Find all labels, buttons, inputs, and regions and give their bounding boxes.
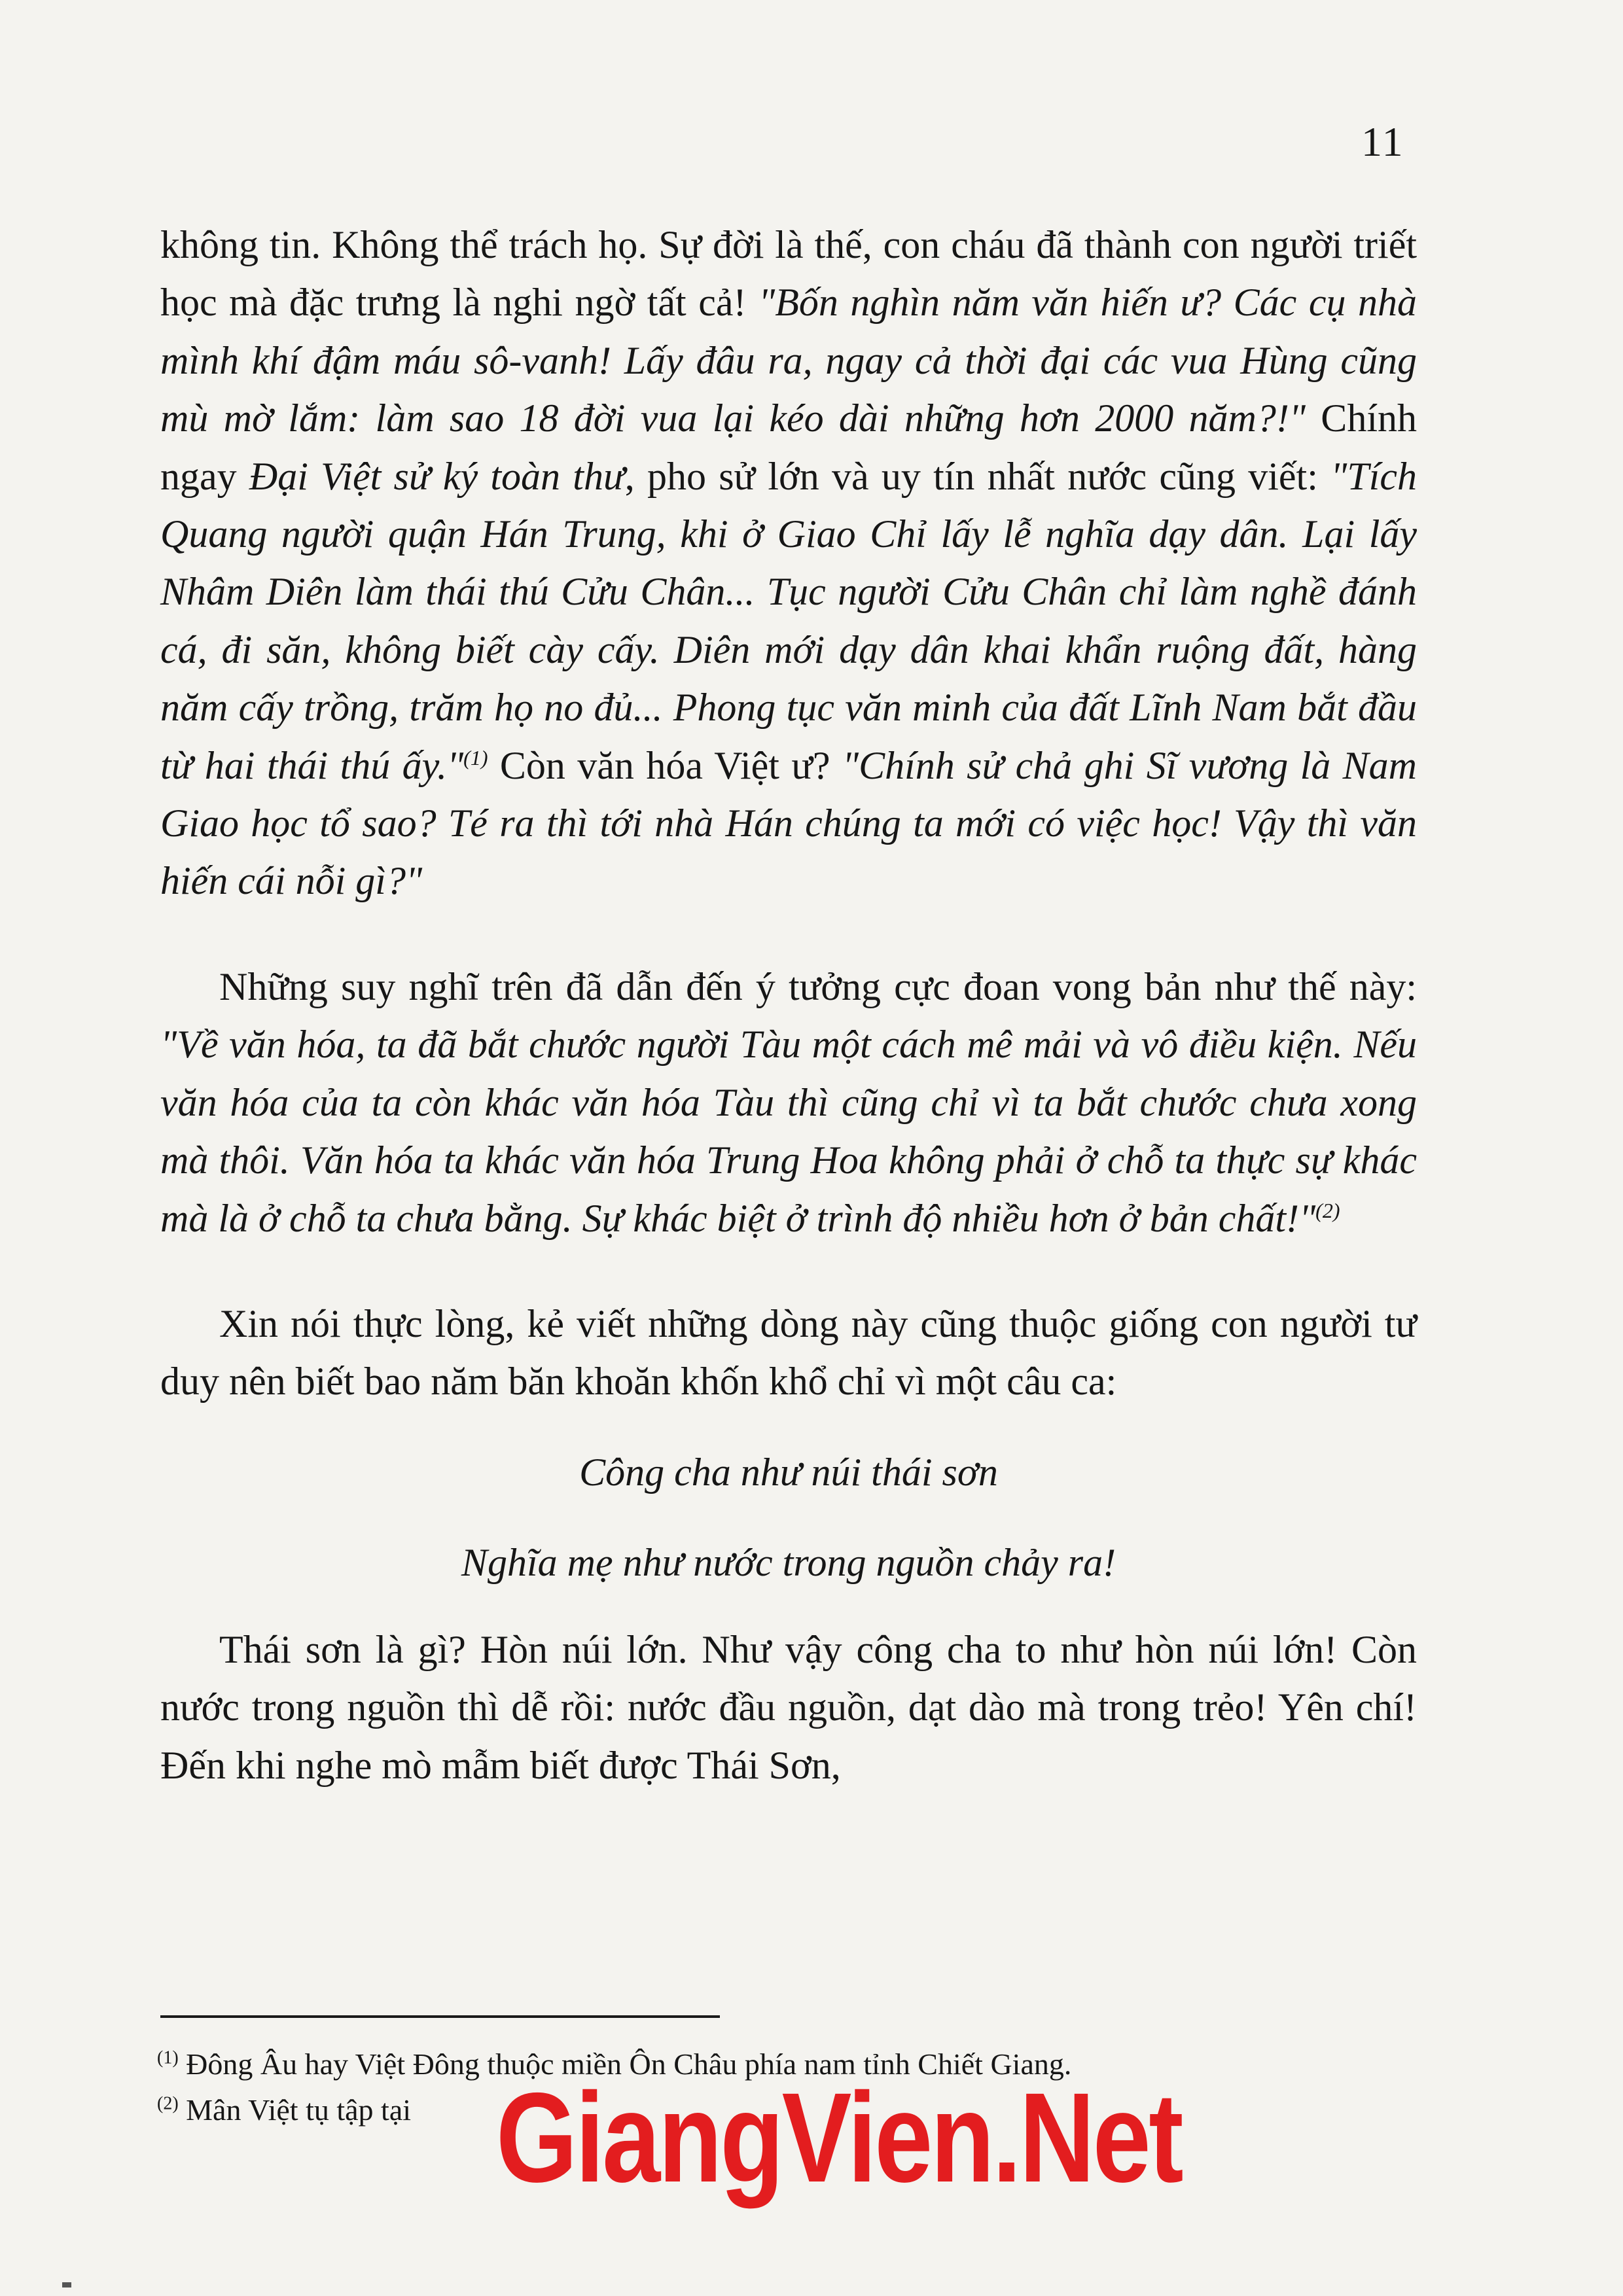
- text-run: Những suy nghĩ trên đã dẫn đến ý tưởng cực đoan vong bản như thế này:: [219, 964, 1417, 1008]
- quoted-text: "Tích Quang người quận Hán Trung, khi ở Giao Chỉ lấy lễ nghĩa dạy dân. Lại lấy Nhâm Diên làm thái thú Cửu Chân... Tục người Cửu Chân chỉ làm nghề đánh cá, đi săn, không biết cày cấy. Diên mới dạy dân khai khẩn ruộng đất, hàng năm cấy trồng, trăm họ no đủ... Phong tục văn minh của đất Lĩnh Nam bắt đầu từ hai thái thú ấy.": [160, 454, 1417, 787]
- paragraph-2: [160, 958, 1417, 1247]
- footnote-divider: [160, 2015, 720, 2018]
- footnote-1-text: Đông Âu hay Việt Đông thuộc miền Ôn Châu phía nam tỉnh Chiết Giang.: [186, 2047, 1072, 2081]
- footnote-reference: (1): [463, 745, 488, 769]
- quoted-text: "Bốn nghìn năm văn hiến ư? Các cụ nhà mình khí đậm máu sô-vanh! Lấy đâu ra, ngay cả thời đại các vua Hùng cũng mù mờ lắm: làm sao 18 đời vua lại kéo dài những hơn 2000 năm?!": [160, 281, 1417, 440]
- quoted-text: "Về văn hóa, ta đã bắt chước người Tàu một cách mê mải và vô điều kiện. Nếu văn hóa của ta còn khác văn hóa Tàu thì cũng chỉ vì ta bắt chước chưa xong mà thôi. Văn hóa ta khác văn hóa Trung Hoa không phải ở chỗ ta thực sự khác mà là ở chỗ ta chưa bằng. Sự khác biệt ở trình độ nhiều hơn ở bản chất!": [160, 1023, 1417, 1240]
- poem-line-2: Nghĩa mẹ như nước trong nguồn chảy ra!: [461, 1540, 1116, 1584]
- body-text: [160, 216, 1417, 1794]
- paragraph-1: [160, 216, 1417, 910]
- paragraph-3: [160, 1295, 1417, 1411]
- scan-speck: [62, 2282, 71, 2287]
- watermark-logo: GiangVien.Net: [496, 2066, 1182, 2209]
- footnote-2-mark: (2): [157, 2093, 179, 2114]
- text-run: , pho sử lớn và uy tín nhất nước cũng viết:: [624, 454, 1331, 498]
- footnote-2-text: Mân Việt tụ tập tại: [186, 2093, 412, 2127]
- quoted-text: "Chính sử chả ghi Sĩ vương là Nam Giao học tổ sao? Té ra thì tới nhà Hán chúng ta mới có việc học! Vậy thì văn hiến cái nỗi gì?": [160, 743, 1417, 903]
- poem-line-1: Công cha như núi thái sơn: [579, 1450, 998, 1494]
- page-number: 11: [1361, 118, 1404, 165]
- text-run: Thái sơn là gì? Hòn núi lớn. Như vậy công cha to như hòn núi lớn! Còn nước trong nguồn thì dễ rồi: nước đầu nguồn, dạt dào mà trong trẻo! Yên chí! Đến khi nghe mò mẫm biết được Thái Sơn,: [160, 1627, 1417, 1787]
- quoted-text: Đại Việt sử ký toàn thư: [249, 454, 625, 498]
- text-run: Xin nói thực lòng, kẻ viết những dòng này cũng thuộc giống con người tư duy nên biết bao năm băn khoăn khốn khổ chỉ vì một câu ca:: [160, 1301, 1417, 1404]
- footnote-1-mark: (1): [157, 2047, 179, 2068]
- text-run: Chính ngay: [160, 397, 1417, 498]
- text-run: Còn văn hóa Việt ư?: [488, 743, 842, 787]
- paragraph-4: [160, 1621, 1417, 1794]
- text-run: không tin. Không thể trách họ. Sự đời là thế, con cháu đã thành con người triết học mà đặc trưng là nghi ngờ tất cả!: [160, 223, 1417, 325]
- footnote-reference: (2): [1315, 1198, 1340, 1222]
